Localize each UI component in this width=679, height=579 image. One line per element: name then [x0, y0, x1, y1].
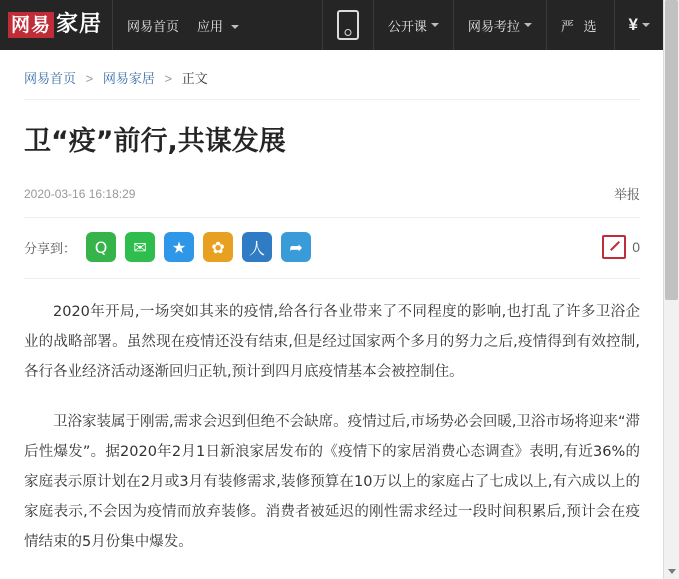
- site-logo[interactable]: [0, 0, 112, 50]
- breadcrumb: [24, 50, 640, 100]
- logo-brand-text: 网易: [8, 12, 54, 38]
- nav-item-mobile-app[interactable]: [322, 0, 373, 50]
- scroll-down-arrow-icon[interactable]: [664, 564, 679, 579]
- nav-item-apps-label: 应用: [197, 18, 224, 34]
- comment-button[interactable]: [602, 235, 640, 259]
- pencil-icon: [602, 235, 626, 259]
- breadcrumb-separator: >: [85, 71, 94, 86]
- weibo-share-icon[interactable]: ✿: [203, 232, 233, 262]
- nav-item-yanxuan[interactable]: [546, 0, 614, 50]
- wechat-share-icon[interactable]: ✉: [125, 232, 155, 262]
- page-title: 卫“疫”前行,共谋发展: [24, 126, 286, 157]
- breadcrumb-item-homepage[interactable]: 网易首页: [24, 71, 77, 86]
- article-timestamp: 2020-03-16 16:18:29: [24, 186, 136, 201]
- nav-left-group: [112, 0, 257, 50]
- qzone-share-icon[interactable]: ★: [164, 232, 194, 262]
- renren-share-icon[interactable]: 人: [242, 232, 272, 262]
- nav-item-open-course[interactable]: [373, 0, 453, 50]
- vertical-scrollbar[interactable]: [663, 0, 679, 579]
- comment-count: 0: [632, 239, 640, 255]
- nav-item-apps[interactable]: [197, 16, 239, 35]
- chevron-down-icon: [642, 23, 650, 27]
- share-icon-group: [86, 232, 320, 262]
- share-label: 分享到：: [24, 240, 77, 256]
- article-paragraph: 2020年开局,一场突如其来的疫情,给各行各业带来了不同程度的影响,也打乱了许多卫浴企业的战略部署。虽然现在疫情还没有结束,但是经过国家两个多月的努力之后,疫情得到有效控制,各行各业经济活动逐渐回归正轨,预计到四月底疫情基本会被控制住。: [24, 304, 640, 380]
- share-row: [24, 218, 640, 279]
- article-body: [24, 279, 640, 557]
- scrollbar-thumb[interactable]: [665, 0, 678, 300]
- nav-item-homepage[interactable]: [127, 16, 179, 35]
- content-area: [0, 50, 664, 557]
- nav-item-homepage-label: 网易首页: [127, 18, 180, 34]
- article-paragraph: 卫浴家装属于刚需,需求会迟到但绝不会缺席。疫情过后,市场势必会回暖,卫浴市场将迎来“滞后性爆发”。据2020年2月1日新浪家居发布的《疫情下的家居消费心态调查》表明,有近36%的家庭表示原计划在2月或3月有装修需求,装修预算在10万以上的家庭占了七成以上,有六成以上的家庭表示,不会因为疫情而放弃装修。消费者被延迟的刚性需求经过一段时间积累后,预计会在疫情结束的5月份集中爆发。: [24, 414, 640, 550]
- triangle-down-icon: [668, 569, 676, 574]
- nav-item-yanxuan-label: 严 选: [560, 18, 600, 34]
- nav-item-wallet[interactable]: [614, 0, 664, 50]
- chevron-down-icon: [431, 23, 439, 27]
- breadcrumb-item-home-channel[interactable]: 网易家居: [102, 71, 155, 86]
- chevron-down-icon: [231, 25, 239, 29]
- qq-share-icon[interactable]: Q: [86, 232, 116, 262]
- nav-item-kaola[interactable]: [453, 0, 546, 50]
- logo-channel-text: 家居: [56, 12, 103, 37]
- breadcrumb-separator: >: [164, 71, 173, 86]
- breadcrumb-current: 正文: [181, 71, 208, 86]
- yen-icon: ¥: [628, 15, 638, 34]
- report-button[interactable]: 举报: [613, 187, 640, 202]
- chevron-down-icon: [524, 23, 532, 27]
- phone-icon: [337, 10, 359, 40]
- nav-item-kaola-label: 网易考拉: [467, 18, 520, 34]
- top-navigation-bar: [0, 0, 664, 50]
- article-meta-row: [24, 184, 640, 203]
- more-share-icon[interactable]: ➦: [281, 232, 311, 262]
- nav-item-open-course-label: 公开课: [387, 18, 427, 34]
- nav-right-group: [322, 0, 664, 50]
